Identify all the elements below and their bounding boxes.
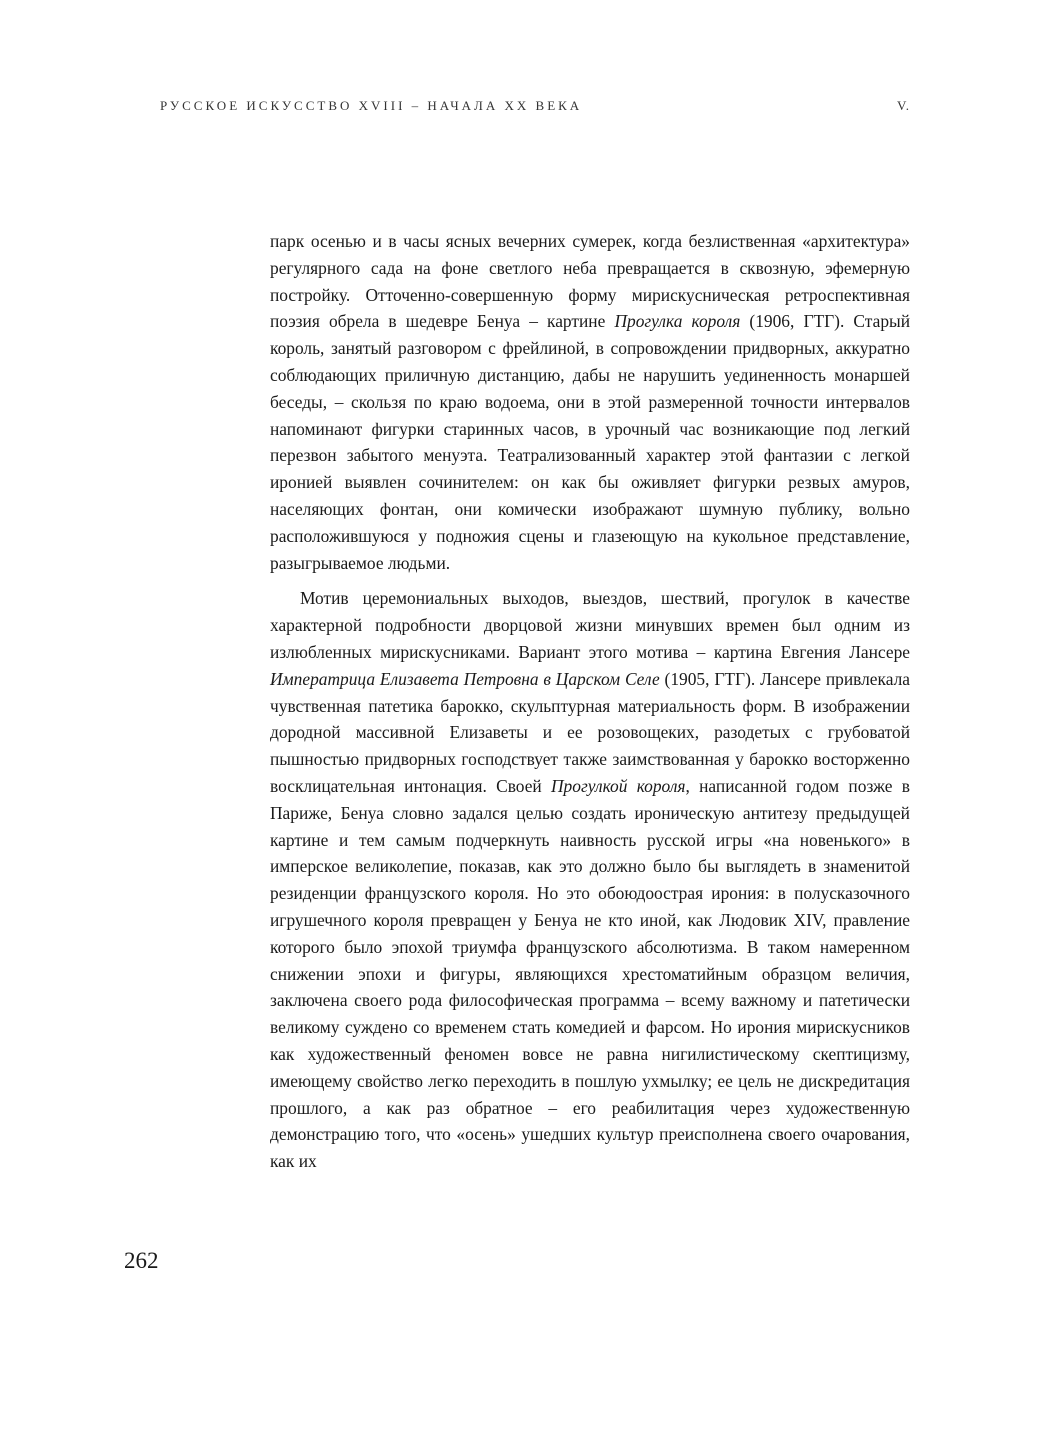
page-number: 262 (124, 1248, 159, 1273)
text-run: парк осенью и в часы ясных вечерних сумерек, когда безлиственная «архитектура» регулярного сада на фоне светлого неба превращается в сквозную, эфемерную постройку. Отточенно-совершенную форму мирискусническая ретроспективная поэзия обрела в шедевре Бенуа – картине (270, 231, 910, 332)
text-run: , написанной годом позже в Париже, Бенуа словно задался целью создать ироническую антитезу предыдущей картине и тем самым подчеркнуть наивность русской игры «на новенького» в имперское великолепие, показав, как это должно было бы выглядеть в знаменитой резиденции французского короля. Но это обоюдоострая ирония: в полусказочного игрушечного короля превращен у Бенуа не кто иной, как Людовик XIV, правление которого было эпохой триумфа французского абсолютизма. В таком намеренном снижении эпохи и фигуры, являющихся хрестоматийным образцом величия, заключена своего рода философическая программа – всему важному и патетически великому суждено со временем стать комедией и фарсом. Но ирония мирискусников как художественный феномен вовсе не равна нигилистическому скептицизму, имеющему свойство легко переходить в пошлую ухмылку; ее цель не дискредитация прошлого, а как раз обратное – его реабилитация через художественную демонстрацию того, что «осень» ушедших культур преисполнена своего очарования, как их (270, 775, 910, 1172)
body-text (270, 228, 910, 1175)
text-run: (1905, ГТГ). Лансере привлекала чувственная патетика барокко, скульптурная материальность форм. В изображении дородной массивной Елизаветы и ее розовощеких, разодетых с грубоватой пышностью придворных господствует также заимствованная у барокко восторженно восклицательная интонация. Своей (270, 668, 910, 796)
text-run: Мотив церемониальных выходов, выездов, шествий, прогулок в качестве характерной подробности дворцовой жизни минувших времен был одним из излюбленных мирискусниками. Вариант этого мотива – картина Евгения Лансере (270, 588, 910, 662)
section-number: V. (897, 98, 910, 113)
paragraph-2 (270, 585, 910, 1175)
artwork-title: Прогулка короля (614, 311, 741, 332)
running-title: РУССКОЕ ИСКУССТВО XVIII – НАЧАЛА XX ВЕКА (160, 98, 583, 113)
artwork-title: Прогулкой короля (551, 775, 686, 796)
artwork-title: Императрица Елизавета Петровна в Царском Селе (270, 668, 660, 689)
text-run: (1906, ГТГ). Старый король, занятый разговором с фрейлиной, в сопровождении придворных, аккуратно соблюдающих приличную дистанцию, дабы не нарушить уединенность монаршей беседы, – скользя по краю водоема, они в этой размеренной точности интервалов напоминают фигурки старинных часов, в урочный час возникающие под легкий перезвон забытого менуэта. Театрализованный характер этой фантазии с легкой иронией выявлен сочинителем: он как бы оживляет фигурки резвых амуров, населяющих фонтан, они комически изображают шумную публику, вольно расположившуюся у подножия сцены и глазеющую на кукольное представление, разыгрываемое людьми. (270, 311, 911, 573)
running-header (160, 98, 910, 114)
paragraph-1 (270, 228, 910, 576)
